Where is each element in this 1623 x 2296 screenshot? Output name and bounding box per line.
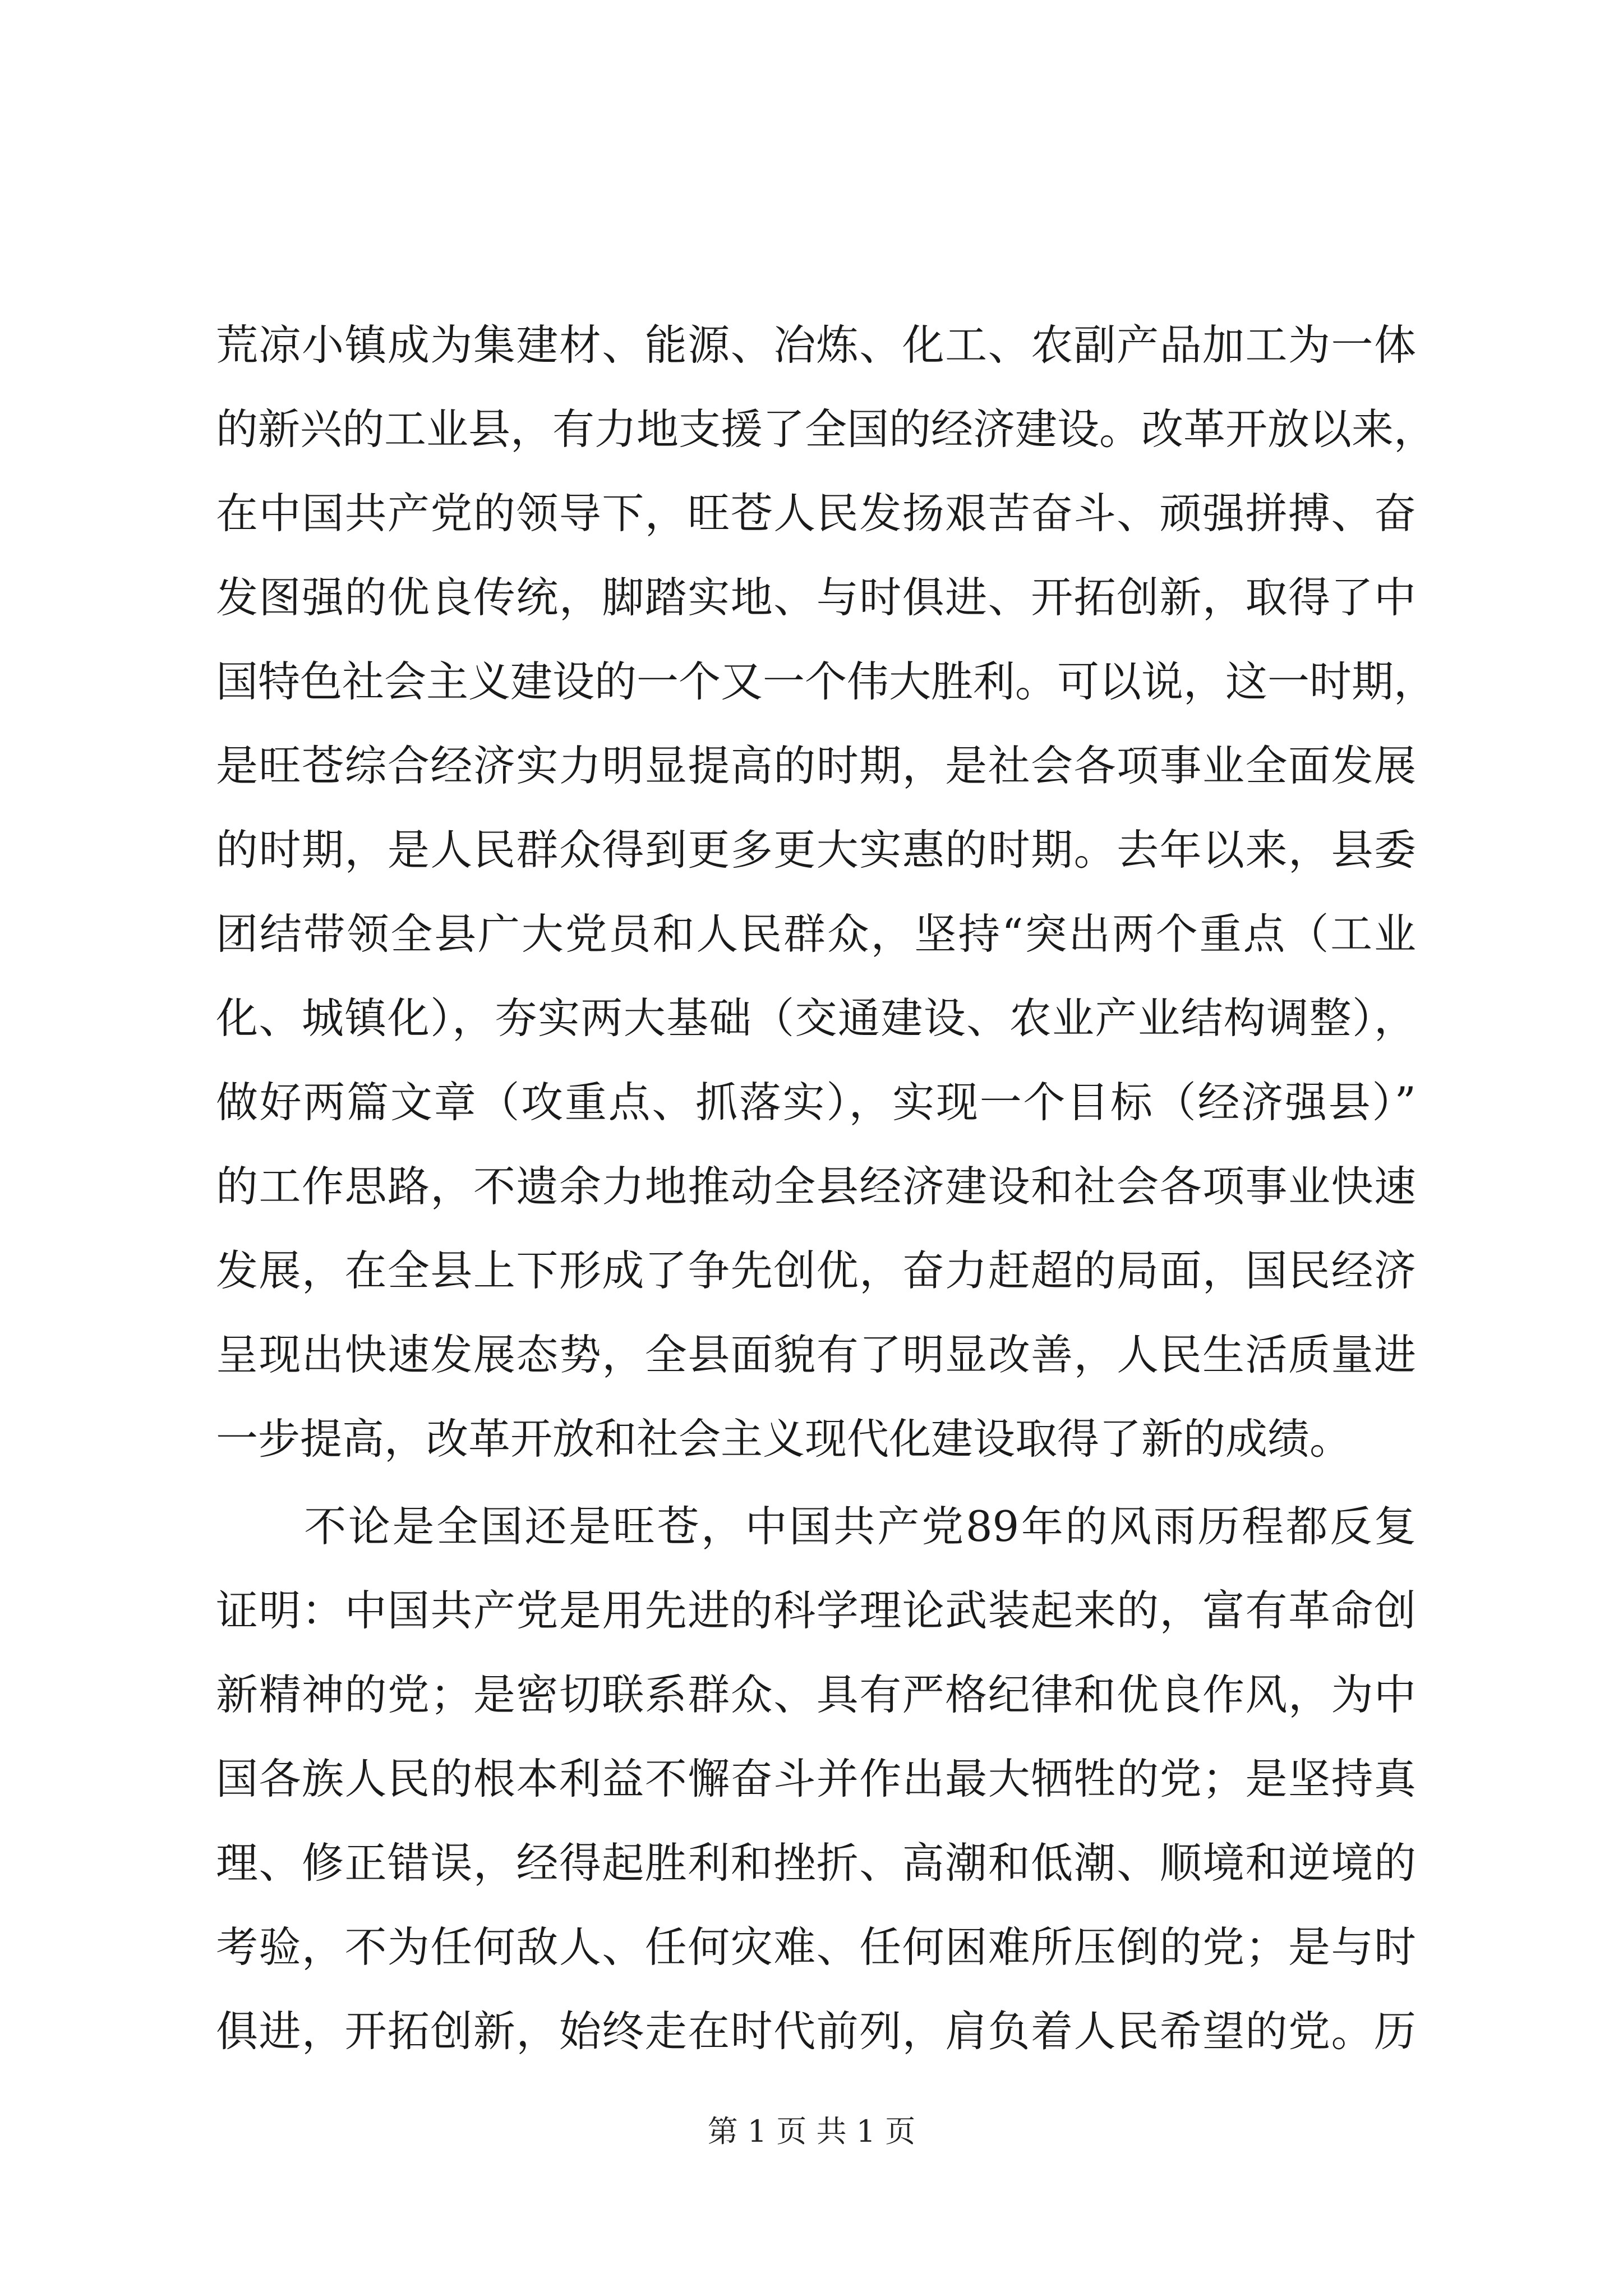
- text-line: 国各族人民的根本利益不懈奋斗并作出最大牺牲的党；是坚持真: [216, 1754, 1416, 1803]
- text-line: 理、修正错误，经得起胜利和挫折、高潮和低潮、顺境和逆境的: [216, 1838, 1416, 1888]
- text-line: 呈现出快速发展态势，全县面貌有了明显改善，人民生活质量进: [216, 1330, 1416, 1379]
- paragraph-2: [216, 1484, 1416, 2073]
- document-body: [216, 303, 1436, 2073]
- text-line: 是旺苍综合经济实力明显提高的时期，是社会各项事业全面发展: [216, 741, 1416, 790]
- text-line: 新精神的党；是密切联系群众、具有严格纪律和优良作风，为中: [216, 1670, 1416, 1719]
- text-line: 在中国共产党的领导下，旺苍人民发扬艰苦奋斗、顽强拼搏、奋: [216, 489, 1416, 538]
- text-line: 国特色社会主义建设的一个又一个伟大胜利。可以说，这一时期，: [216, 657, 1436, 706]
- text-line: 不论是全国还是旺苍，中国共产党89年的风雨历程都反复: [216, 1502, 1416, 1551]
- text-line: 做好两篇文章（攻重点、抓落实），实现一个目标（经济强县）”: [216, 1078, 1416, 1127]
- text-line: 化、城镇化），夯实两大基础（交通建设、农业产业结构调整），: [216, 993, 1416, 1043]
- text-line: 荒凉小镇成为集建材、能源、冶炼、化工、农副产品加工为一体: [216, 320, 1416, 370]
- text-line: 的时期，是人民群众得到更多更大实惠的时期。去年以来，县委: [216, 825, 1416, 875]
- text-line: 证明：中国共产党是用先进的科学理论武装起来的，富有革命创: [216, 1586, 1416, 1635]
- text-line: 的新兴的工业县，有力地支援了全国的经济建设。改革开放以来，: [216, 404, 1436, 454]
- paragraph-1: [216, 303, 1436, 1481]
- text-line: 团结带领全县广大党员和人民群众，坚持“突出两个重点（工业: [216, 909, 1416, 959]
- text-line: 一步提高，改革开放和社会主义现代化建设取得了新的成绩。: [216, 1414, 1352, 1464]
- text-line: 考验，不为任何敌人、任何灾难、任何困难所压倒的党；是与时: [216, 1922, 1416, 1972]
- text-line: 发展，在全县上下形成了争先创优，奋力赶超的局面，国民经济: [216, 1246, 1416, 1295]
- text-line: 发图强的优良传统，脚踏实地、与时俱进、开拓创新，取得了中: [216, 573, 1416, 622]
- text-line: 的工作思路，不遗余力地推动全县经济建设和社会各项事业快速: [216, 1162, 1416, 1211]
- page-footer: [0, 2109, 1623, 2154]
- page-number-label: 第 1 页 共 1 页: [707, 2114, 916, 2149]
- text-line: 俱进，开拓创新，始终走在时代前列，肩负着人民希望的党。历: [216, 2007, 1416, 2056]
